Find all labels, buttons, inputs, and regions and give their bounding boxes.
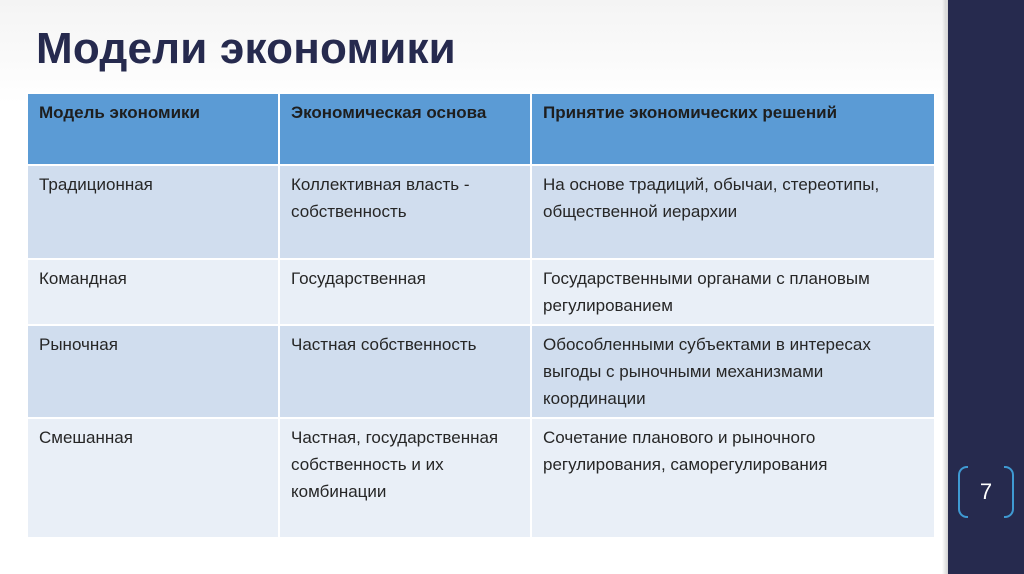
page-number-right-brace xyxy=(1004,466,1014,518)
cell-model: Традиционная xyxy=(27,165,279,259)
page-number: 7 xyxy=(979,479,993,504)
cell-model: Рыночная xyxy=(27,325,279,418)
economy-models-table xyxy=(26,92,936,539)
table-row xyxy=(27,325,935,418)
cell-model: Смешанная xyxy=(27,418,279,538)
table-row xyxy=(27,418,935,538)
table-row xyxy=(27,165,935,259)
table-row xyxy=(27,259,935,325)
table-header-row xyxy=(27,93,935,165)
cell-basis: Коллективная власть - собственность xyxy=(279,165,531,259)
cell-decisions: Государственными органами с плановым регулированием xyxy=(531,259,935,325)
header-decisions: Принятие экономических решений xyxy=(531,93,935,165)
cell-decisions: Сочетание планового и рыночного регулирования, саморегулирования xyxy=(531,418,935,538)
cell-basis: Частная собственность xyxy=(279,325,531,418)
page-title: Модели экономики xyxy=(36,24,456,73)
cell-basis: Частная, государственная собственность и их комбинации xyxy=(279,418,531,538)
cell-decisions: Обособленными субъектами в интересах выгоды с рыночными механизмами координации xyxy=(531,325,935,418)
cell-basis: Государственная xyxy=(279,259,531,325)
cell-model: Командная xyxy=(27,259,279,325)
cell-decisions: На основе традиций, обычаи, стереотипы, общественной иерархии xyxy=(531,165,935,259)
header-basis: Экономическая основа xyxy=(279,93,531,165)
header-model: Модель экономики xyxy=(27,93,279,165)
